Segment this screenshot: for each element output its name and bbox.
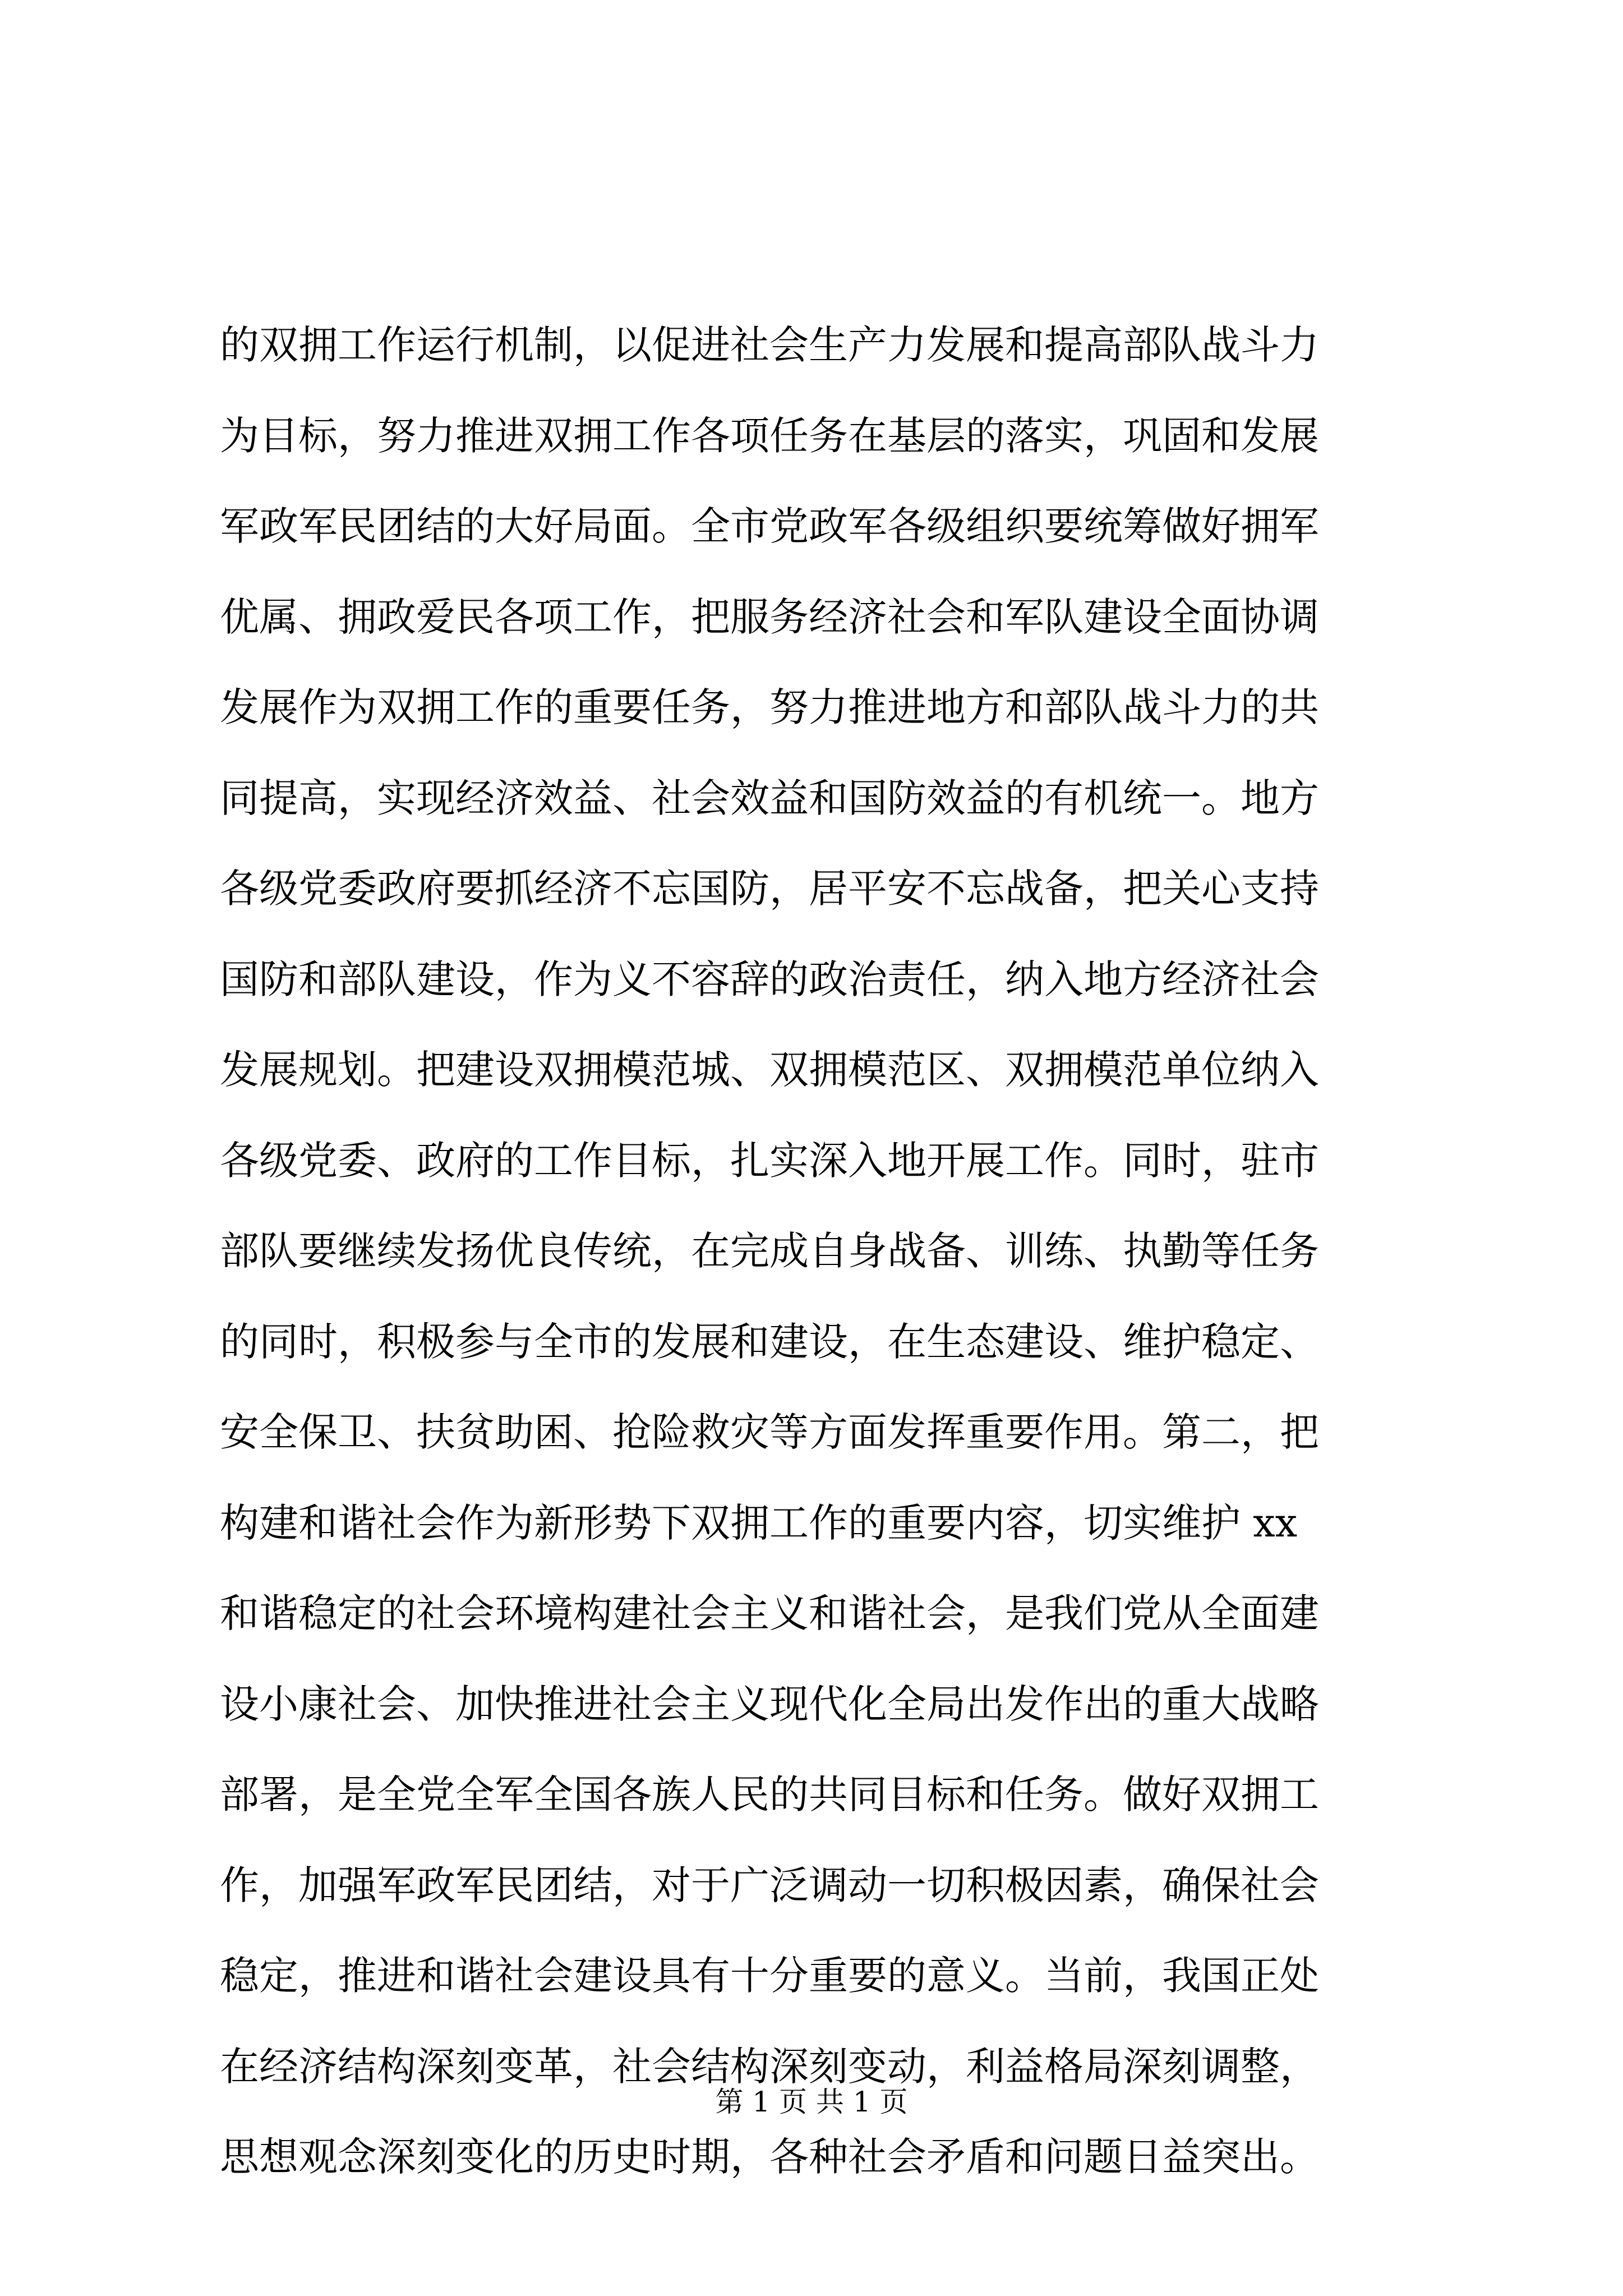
text-line: 各级党委政府要抓经济不忘国防，居平安不忘战备，把关心支持 <box>220 866 1319 912</box>
text-line: 为目标，努力推进双拥工作各项任务在基层的落实，巩固和发展 <box>220 412 1319 459</box>
text-line: 的同时，积极参与全市的发展和建设，在生态建设、维护稳定、 <box>220 1318 1319 1365</box>
text-line: 优属、拥政爱民各项工作，把服务经济社会和军队建设全面协调 <box>220 593 1319 640</box>
text-line: 部署，是全党全军全国各族人民的共同目标和任务。做好双拥工 <box>220 1772 1319 1818</box>
text-line: 稳定，推进和谐社会建设具有十分重要的意义。当前，我国正处 <box>220 1953 1319 1999</box>
text-line: 和谐稳定的社会环境构建社会主义和谐社会，是我们党从全面建 <box>220 1590 1319 1636</box>
text-line: 在经济结构深刻变革，社会结构深刻变动，利益格局深刻调整， <box>220 2043 1319 2090</box>
text-line: 作，加强军政军民团结，对于广泛调动一切积极因素，确保社会 <box>220 1862 1319 1908</box>
text-line: 发展规划。把建设双拥模范城、双拥模范区、双拥模范单位纳入 <box>220 1047 1319 1093</box>
text-line: 国防和部队建设，作为义不容辞的政治责任，纳入地方经济社会 <box>220 956 1319 1002</box>
text-line: 发展作为双拥工作的重要任务，努力推进地方和部队战斗力的共 <box>220 684 1319 730</box>
text-line: 设小康社会、加快推进社会主义现代化全局出发作出的重大战略 <box>220 1681 1319 1727</box>
text-line: 各级党委、政府的工作目标，扎实深入地开展工作。同时，驻市 <box>220 1137 1319 1184</box>
text-line: 构建和谐社会作为新形势下双拥工作的重要内容，切实维护 xx <box>220 1499 1298 1546</box>
text-line: 安全保卫、扶贫助困、抢险救灾等方面发挥重要作用。第二，把 <box>220 1409 1319 1455</box>
text-line: 部队要继续发扬优良传统，在完成自身战备、训练、执勤等任务 <box>220 1228 1319 1274</box>
page-footer: 第 1 页 共 1 页 <box>715 2086 908 2118</box>
text-line: 的双拥工作运行机制，以促进社会生产力发展和提高部队战斗力 <box>220 322 1319 368</box>
text-line: 同提高，实现经济效益、社会效益和国防效益的有机统一。地方 <box>220 775 1319 821</box>
text-line: 军政军民团结的大好局面。全市党政军各级组织要统筹做好拥军 <box>220 503 1319 549</box>
body-text <box>220 300 1420 2203</box>
text-line: 思想观念深刻变化的历史时期，各种社会矛盾和问题日益突出。 <box>220 2134 1319 2180</box>
